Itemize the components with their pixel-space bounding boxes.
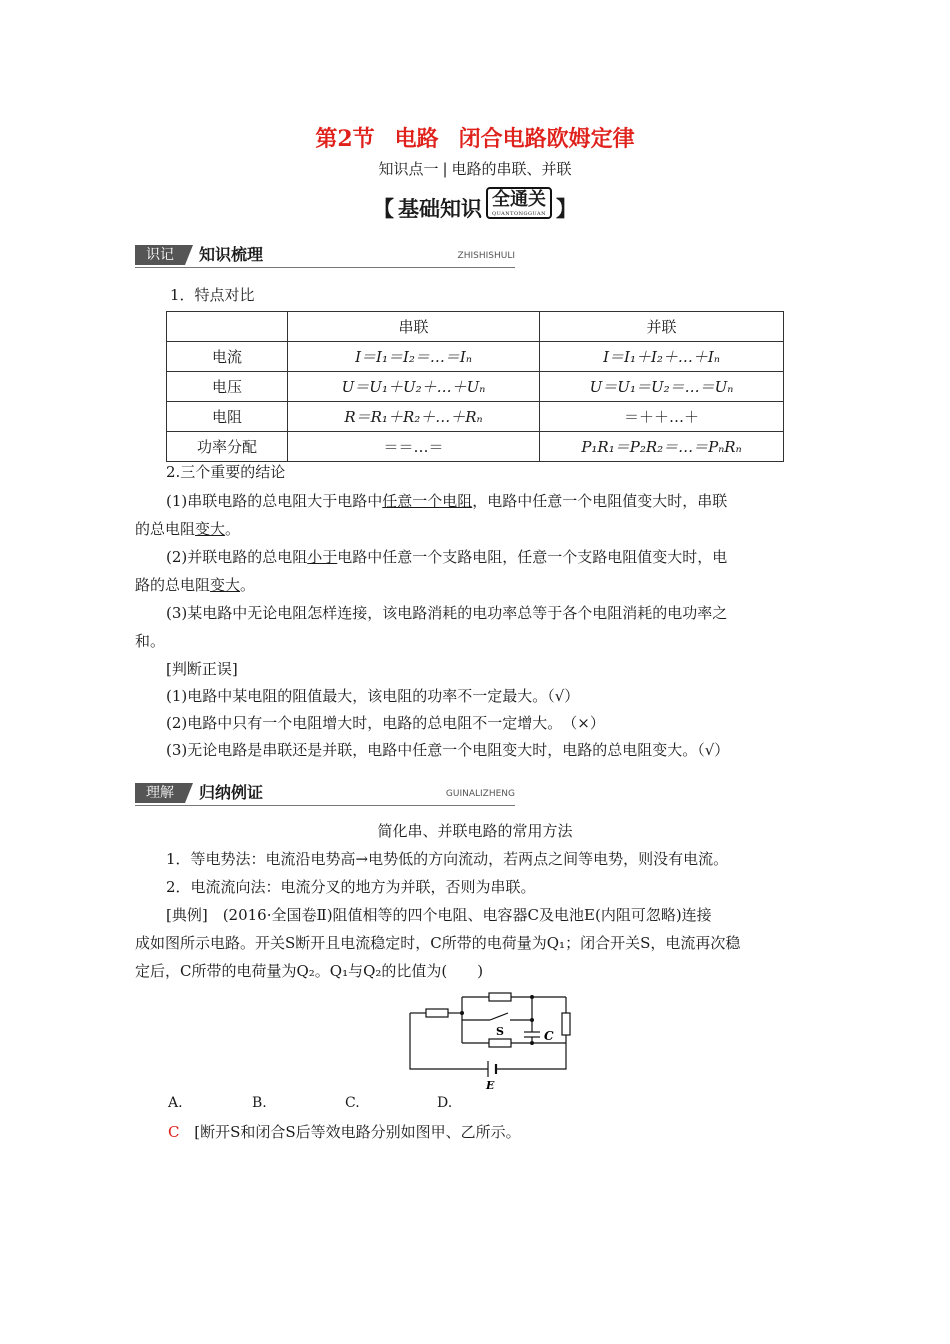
judge-item: (1)电路中某电阻的阻值最大，该电阻的功率不一定最大。（√） [166, 687, 580, 705]
text-run: 路的总电阻 [135, 576, 211, 594]
knowledge-point-topic: 电路的串联、并联 [451, 160, 572, 178]
capacitor-label: C [544, 1029, 554, 1043]
section-tag: 理解 [135, 783, 185, 803]
option-c: C. [345, 1095, 360, 1111]
table-cell: U＝U₁＝U₂＝…＝Uₙ [540, 372, 784, 402]
table-cell: ＝＋＋…＋ [540, 402, 784, 432]
underlined-answer: 变大 [195, 520, 226, 538]
method-title: 简化串、并联电路的常用方法 [377, 822, 573, 840]
table-row [167, 342, 784, 372]
table-cell: I＝I₁＋I₂＋…＋Iₙ [540, 342, 784, 372]
underlined-answer: 小于 [307, 548, 338, 566]
conclusion-2-line1 [166, 547, 846, 567]
item-three-conclusions: 2.三个重要的结论 [166, 463, 286, 481]
page-title [0, 122, 950, 153]
example-line-1: [典例] (2016·全国卷Ⅱ)阻值相等的四个电阻、电容器C及电池E(内阻可忽略)连接 [166, 906, 712, 924]
resistor-top [489, 993, 511, 1001]
section-pinyin: GUINALIZHENG [445, 789, 515, 799]
text-run: (2)并联电路的总电阻 [166, 548, 308, 566]
answer-letter: C [168, 1123, 180, 1141]
table-header-cell: 串联 [288, 312, 540, 342]
section-pinyin: ZHISHISHULI [457, 251, 515, 261]
badge-bracket-right: 】 [556, 196, 577, 221]
resistor-left [426, 1009, 448, 1017]
knowledge-point-label: 知识点一 [378, 160, 439, 178]
text-run: 。 [225, 520, 241, 538]
title-topic: 电路 [394, 126, 439, 152]
underlined-answer: 变大 [210, 576, 241, 594]
table-row-label: 电压 [167, 372, 288, 402]
switch-blade [490, 1013, 508, 1020]
underlined-answer: 任意一个电阻 [382, 492, 473, 510]
junction-dot [530, 995, 534, 999]
section-header-knowledge-review [135, 245, 515, 269]
section-name: 归纳例证 [199, 783, 264, 802]
circuit-wire [410, 1013, 488, 1069]
text-run: ，电路中任意一个电阻值变大时，串联 [472, 492, 728, 510]
option-d: D. [437, 1095, 453, 1111]
title-subtopic: 闭合电路欧姆定律 [458, 126, 635, 152]
text-run: (1)串联电路的总电阻大于电路中 [166, 492, 383, 510]
table-header-cell: 并联 [540, 312, 784, 342]
text-run: 。 [240, 576, 256, 594]
table-row [167, 402, 784, 432]
table-cell: R＝R₁＋R₂＋…＋Rₙ [288, 402, 540, 432]
conclusion-1-line2 [135, 519, 815, 539]
section-header-summary-examples [135, 783, 515, 807]
example-line-3: 定后，C所带的电荷量为Q₂。Q₁与Q₂的比值为( ) [135, 962, 484, 980]
section-underline [135, 267, 515, 268]
table-cell: U＝U₁＋U₂＋…＋Uₙ [288, 372, 540, 402]
comparison-table [166, 311, 784, 462]
table-header-cell [167, 312, 288, 342]
item-feature-comparison: 1．特点对比 [170, 286, 255, 304]
conclusion-2-line2 [135, 575, 815, 595]
badge-bracket-left: 【 [373, 196, 394, 221]
junction-dot [460, 1011, 464, 1015]
resistor-bottom [489, 1039, 511, 1047]
table-row-label: 电阻 [167, 402, 288, 432]
table-row [167, 372, 784, 402]
knowledge-point-separator: | [442, 160, 448, 178]
method-1: 1．等电势法：电流沿电势高→电势低的方向流动，若两点之间等电势，则没有电流。 [166, 850, 729, 868]
conclusion-3-line2: 和。 [135, 632, 166, 650]
badge-inverse-text: 全通关 [492, 189, 546, 210]
badge-text: 基础知识 [398, 196, 482, 221]
title-section-number: 第2节 [315, 126, 375, 152]
judge-heading: [判断正误] [166, 660, 238, 678]
answer-line [168, 1122, 848, 1142]
answer-explanation: [断开S和闭合S后等效电路分别如图甲、乙所示。 [194, 1123, 521, 1141]
section-tag: 识记 [135, 245, 185, 265]
text-run: 的总电阻 [135, 520, 196, 538]
method-2: 2．电流流向法：电流分叉的地方为并联，否则为串联。 [166, 878, 536, 896]
table-row [167, 432, 784, 462]
judge-item: (2)电路中只有一个电阻增大时，电路的总电阻不一定增大。 （×） [166, 714, 605, 732]
table-cell: I＝I₁＝I₂＝…＝Iₙ [288, 342, 540, 372]
conclusion-1-line1 [166, 491, 846, 511]
section-underline [135, 805, 515, 806]
resistor-right [562, 1013, 570, 1035]
conclusion-3-line1: (3)某电路中无论电阻怎样连接，该电路消耗的电功率总等于各个电阻消耗的电功率之 [166, 604, 728, 622]
judge-item: (3)无论电路是串联还是并联，电路中任意一个电阻变大时，电路的总电阻变大。（√） [166, 741, 730, 759]
section-slash-decor [185, 783, 193, 803]
junction-dot [530, 1018, 534, 1022]
table-row-label: 电流 [167, 342, 288, 372]
badge-inverse-box [486, 187, 552, 219]
text-run: 电路中任意一个支路电阻，任意一个支路电阻值变大时，电 [337, 548, 728, 566]
option-b: B. [252, 1095, 267, 1111]
switch-label: S [496, 1025, 504, 1038]
example-line-2: 成如图所示电路。开关S断开且电流稳定时，C所带的电荷量为Q₁；闭合开关S，电流再次稳 [135, 934, 741, 952]
table-cell: ＝＝…＝ [288, 432, 540, 462]
table-header-row [167, 312, 784, 342]
battery-label: E [486, 1079, 495, 1090]
option-a: A. [168, 1095, 183, 1111]
junction-dot [530, 1041, 534, 1045]
circuit-wire [496, 1035, 566, 1069]
badge-tiny-pinyin: QUANTONGGUAN [492, 211, 546, 217]
knowledge-point-heading [0, 158, 950, 179]
table-row-label: 功率分配 [167, 432, 288, 462]
section-name: 知识梳理 [199, 245, 264, 264]
section-slash-decor [185, 245, 193, 265]
basic-knowledge-badge [0, 187, 950, 223]
circuit-diagram [400, 985, 590, 1090]
table-cell: P₁R₁＝P₂R₂＝…＝PₙRₙ [540, 432, 784, 462]
